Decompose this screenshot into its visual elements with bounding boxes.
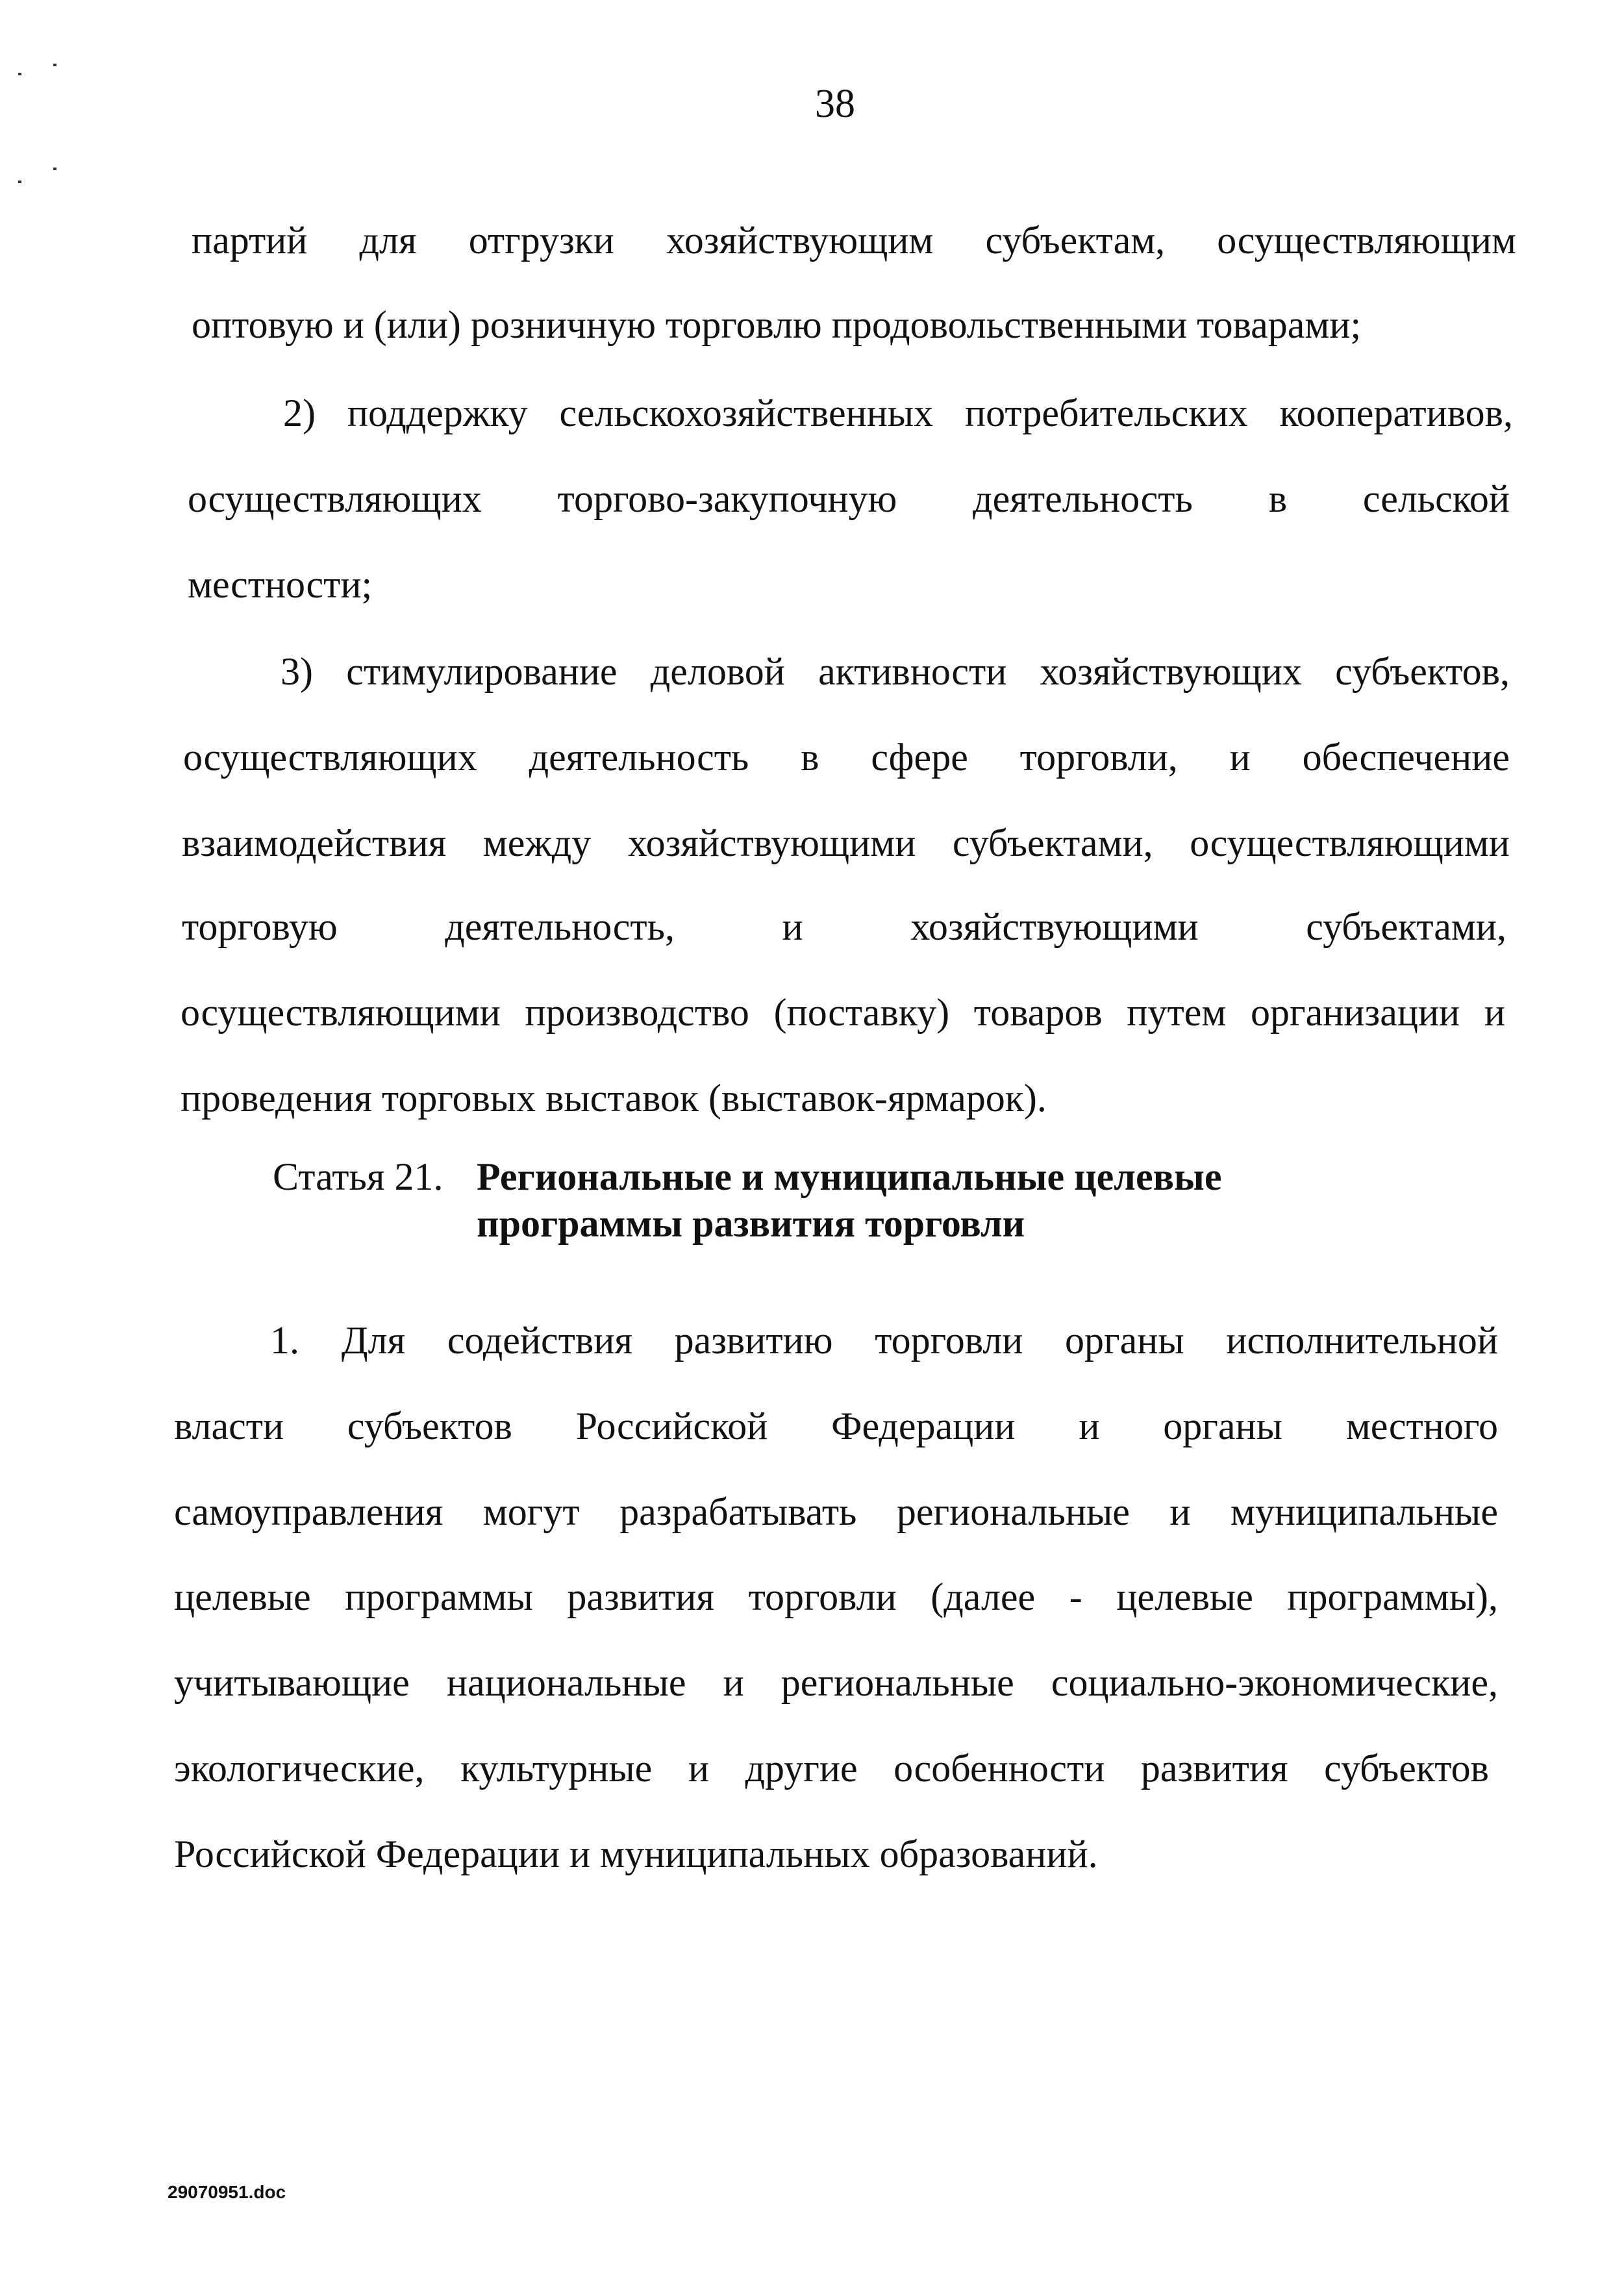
article-number: Статья 21.	[273, 1155, 443, 1198]
page-number: 38	[815, 82, 855, 126]
text-line: самоуправления могут разрабатывать региональные и муниципальные	[174, 1490, 1498, 1533]
text-line: осуществляющих деятельность в сфере торговли, и обеспечение	[183, 736, 1510, 779]
text-line: проведения торговых выставок (выставок-ярмарок).	[181, 1077, 1047, 1120]
article-title: программы развития торговли	[477, 1202, 1025, 1245]
text-line: целевые программы развития торговли (далее - целевые программы),	[174, 1575, 1498, 1618]
scan-mark	[53, 64, 56, 66]
text-line: осуществляющими производство (поставку) товаров путем организации и	[181, 991, 1505, 1034]
text-line: учитывающие национальные и региональные социально-экономические,	[174, 1661, 1498, 1704]
text-line: местности;	[188, 563, 373, 606]
text-line: торговую деятельность, и хозяйствующими субъектами,	[182, 905, 1506, 948]
scan-mark	[18, 73, 21, 75]
scan-mark	[18, 181, 21, 183]
text-line: партий для отгрузки хозяйствующим субъектам, осуществляющим	[192, 219, 1516, 262]
text-line: Российской Федерации и муниципальных образований.	[174, 1833, 1098, 1875]
text-line: взаимодействия между хозяйствующими субъектами, осуществляющими	[182, 821, 1510, 864]
text-line: 1. Для содействия развитию торговли органы исполнительной	[270, 1319, 1498, 1362]
text-line: экологические, культурные и другие особенности развития субъектов	[174, 1747, 1489, 1790]
text-line: оптовую и (или) розничную торговлю продовольственными товарами;	[192, 303, 1362, 346]
text-line: 3) стимулирование деловой активности хозяйствующих субъектов,	[281, 650, 1510, 693]
text-line: власти субъектов Российской Федерации и органы местного	[174, 1405, 1498, 1447]
footer-filename: 29070951.doc	[168, 2182, 286, 2202]
scan-mark	[53, 168, 56, 170]
text-line: 2) поддержку сельскохозяйственных потребительских кооперативов,	[283, 392, 1513, 434]
text-line: осуществляющих торгово-закупочную деятельность в сельской	[188, 477, 1510, 520]
article-title: Региональные и муниципальные целевые	[477, 1155, 1222, 1198]
